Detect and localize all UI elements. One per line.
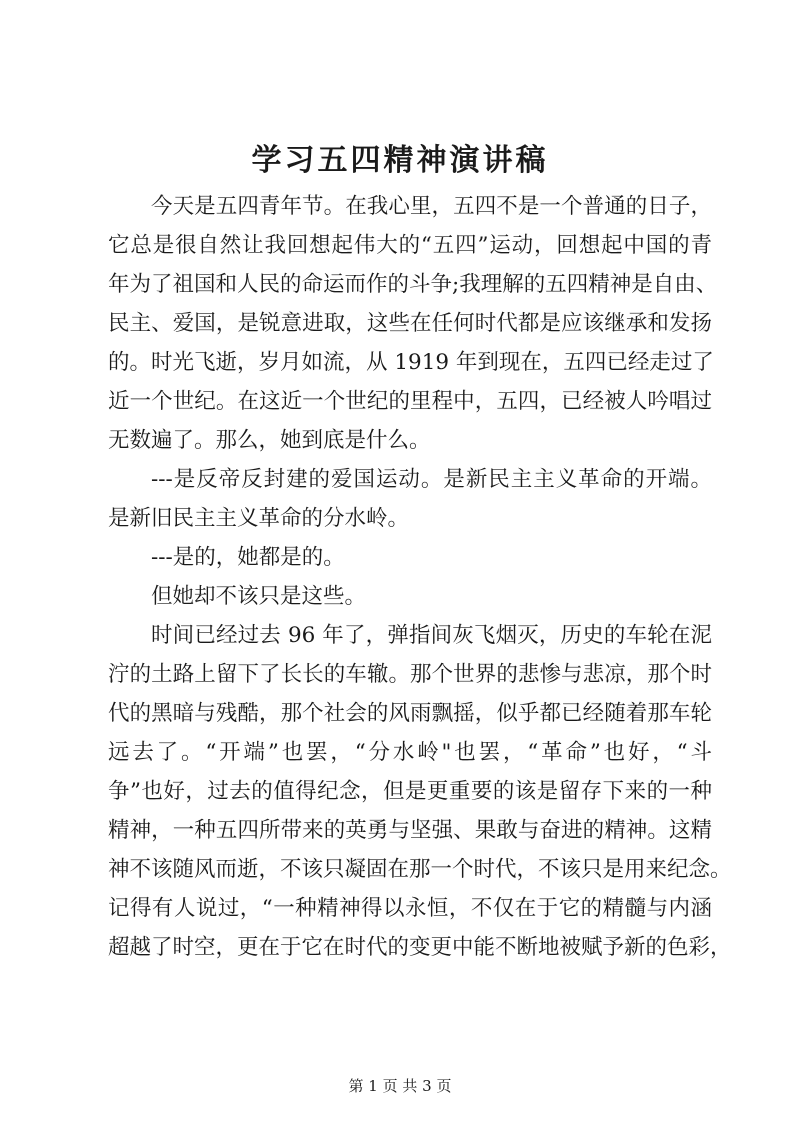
text-line: 远去了。“开端”也罢，“分水岭"也罢，“革命”也好，“斗 xyxy=(108,740,712,765)
text-line: 近一个世纪。在这近一个世纪的里程中，五四，已经被人吟唱过 xyxy=(108,389,712,414)
text-line: 它总是很自然让我回想起伟大的“五四”运动，回想起中国的青 xyxy=(108,233,712,258)
paragraph xyxy=(108,538,712,577)
paragraph xyxy=(108,616,732,967)
text-line: 代的黑暗与残酷，那个社会的风雨飘摇，似乎都已经随着那车轮 xyxy=(108,701,712,726)
text-line: 无数遍了。那么，她到底是什么。 xyxy=(108,428,431,453)
text-line: 是新旧民主主义革命的分水岭。 xyxy=(108,506,410,531)
text-line: 今天是五四青年节。在我心里，五四不是一个普通的日子， xyxy=(151,194,712,219)
text-line: ---是反帝反封建的爱国运动。是新民主主义革命的开端。 xyxy=(151,467,712,492)
page-footer: 第 1 页 共 3 页 xyxy=(348,1077,452,1095)
document-body xyxy=(108,187,732,967)
text-line: 但她却不该只是这些。 xyxy=(151,584,367,609)
paragraph xyxy=(108,187,718,460)
text-line: ---是的，她都是的。 xyxy=(151,545,345,570)
document-title: 学习五四精神演讲稿 xyxy=(251,143,549,178)
paragraph xyxy=(108,577,712,616)
text-line: 争”也好，过去的值得纪念，但是更重要的该是留存下来的一种 xyxy=(108,779,712,804)
text-line: 精神，一种五四所带来的英勇与坚强、果敢与奋进的精神。这精 xyxy=(108,818,712,843)
text-line: 神不该随风而逝，不该只凝固在那一个时代，不该只是用来纪念。 xyxy=(108,857,732,882)
text-line: 时间已经过去 96 年了，弹指间灰飞烟灭，历史的车轮在泥 xyxy=(151,623,712,648)
text-line: 年为了祖国和人民的命运而作的斗争;我理解的五四精神是自由、 xyxy=(108,272,718,297)
paragraph xyxy=(108,460,712,538)
text-line: 超越了时空，更在于它在时代的变更中能不断地被赋予新的色彩， xyxy=(108,935,732,960)
text-line: 民主、爱国，是锐意进取，这些在任何时代都是应该继承和发扬 xyxy=(108,311,712,336)
text-line: 的。时光飞逝，岁月如流，从 1919 年到现在，五四已经走过了 xyxy=(108,350,714,375)
text-line: 记得有人说过，“一种精神得以永恒，不仅在于它的精髓与内涵 xyxy=(108,896,712,921)
text-line: 泞的土路上留下了长长的车辙。那个世界的悲惨与悲凉，那个时 xyxy=(108,662,712,687)
